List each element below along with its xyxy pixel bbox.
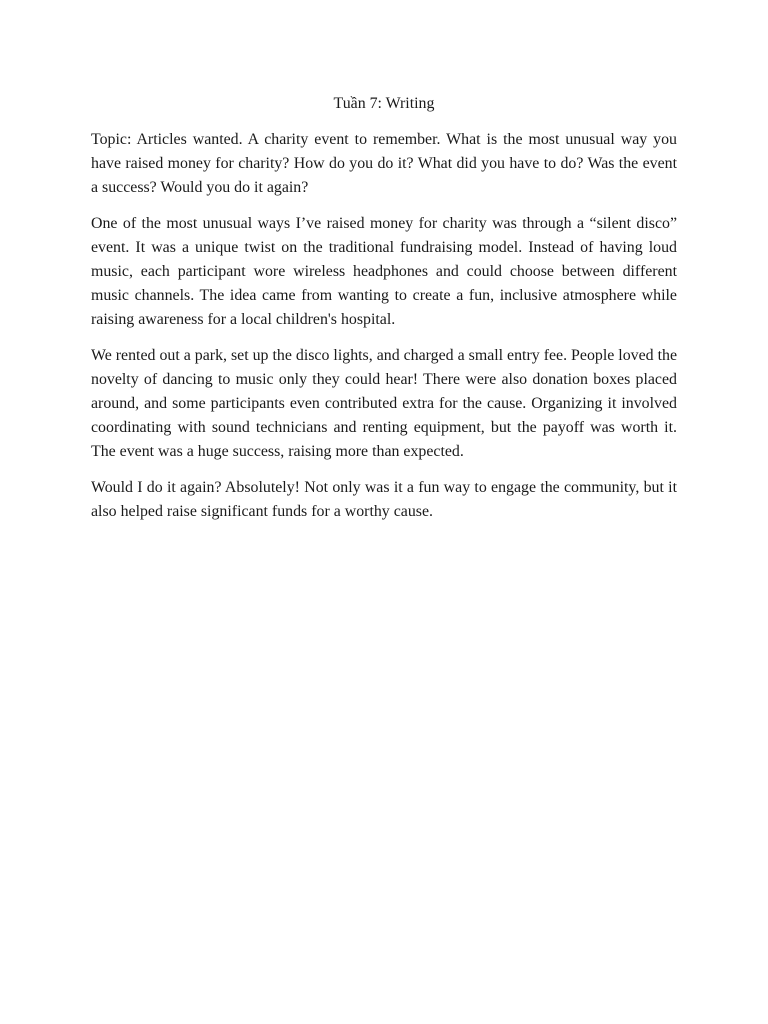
document-title: Tuần 7: Writing xyxy=(333,95,435,112)
body-paragraph-1: One of the most unusual ways I’ve raised money for charity was through a “silent disco” event. It was a unique twist on the traditional fundraising model. Instead of having loud music, each participant wore wireless headphones and could choose between different music channels. The idea came from wanting to create a fun, inclusive atmosphere while raising awareness for a local children's hospital. xyxy=(91,215,677,328)
body-paragraph-3: Would I do it again? Absolutely! Not only was it a fun way to engage the community, but it also helped raise significant funds for a worthy cause. xyxy=(91,479,677,520)
body-paragraph-2: We rented out a park, set up the disco lights, and charged a small entry fee. People loved the novelty of dancing to music only they could hear! There were also donation boxes placed around, and some participants even contributed extra for the cause. Organizing it involved coordinating with sound technicians and renting equipment, but the payoff was worth it. The event was a huge success, raising more than expected. xyxy=(91,347,677,460)
topic-paragraph: Topic: Articles wanted. A charity event to remember. What is the most unusual way you have raised money for charity? How do you do it? What did you have to do? Was the event a success? Would you do it again? xyxy=(91,131,677,196)
